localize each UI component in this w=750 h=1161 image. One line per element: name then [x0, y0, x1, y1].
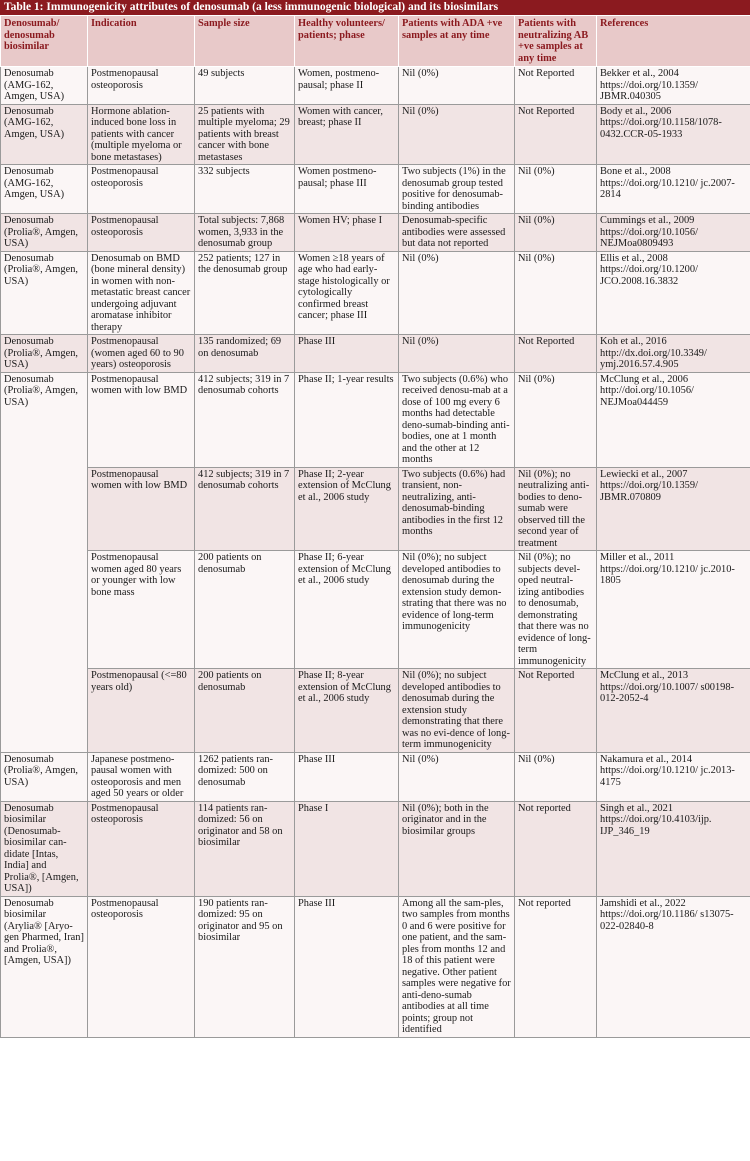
cell-ada-positive: Nil (0%) [399, 251, 515, 335]
cell-sample-size: 412 subjects; 319 in 7 denosumab cohorts [195, 372, 295, 467]
cell-references: Lewiecki et al., 2007 https://doi.org/10.1359/ JBMR.070809 [597, 467, 750, 551]
table-row [1, 669, 750, 753]
cell-product: Denosumab (Prolia®, Amgen, USA) [1, 372, 88, 752]
cell-population-phase: Women postmeno-pausal; phase III [295, 165, 399, 214]
cell-nab-positive: Not Reported [515, 669, 597, 753]
cell-sample-size: 332 subjects [195, 165, 295, 214]
cell-indication: Postmenopausal women aged 80 years or younger with low bone mass [88, 551, 195, 669]
cell-references: Cummings et al., 2009 https://doi.org/10.1056/ NEJMoa0809493 [597, 214, 750, 252]
cell-references: McClung et al., 2013 https://doi.org/10.1007/ s00198-012-2052-4 [597, 669, 750, 753]
cell-references: Bone et al., 2008 https://doi.org/10.1210/ jc.2007-2814 [597, 165, 750, 214]
cell-population-phase: Phase I [295, 801, 399, 896]
cell-indication: Postmenopausal women with low BMD [88, 372, 195, 467]
cell-population-phase: Phase II; 8-year extension of McClung et al., 2006 study [295, 669, 399, 753]
cell-sample-size: 135 randomized; 69 on denosumab [195, 335, 295, 373]
cell-product: Denosumab (Prolia®, Amgen, USA) [1, 251, 88, 335]
cell-sample-size: 412 subjects; 319 in 7 denosumab cohorts [195, 467, 295, 551]
cell-references: Nakamura et al., 2014 https://doi.org/10.1210/ jc.2013-4175 [597, 752, 750, 801]
cell-indication: Postmenopausal (<=80 years old) [88, 669, 195, 753]
cell-product: Denosumab biosimilar (Arylia® [Aryo-gen Pharmed, Iran] and Prolia®, [Amgen, USA]) [1, 896, 88, 1037]
cell-nab-positive: Not Reported [515, 335, 597, 373]
cell-population-phase: Women, postmeno-pausal; phase II [295, 67, 399, 105]
table-body [1, 67, 750, 1038]
cell-product: Denosumab (AMG-162, Amgen, USA) [1, 165, 88, 214]
table-row [1, 67, 750, 105]
cell-references: Bekker et al., 2004 https://doi.org/10.1359/ JBMR.040305 [597, 67, 750, 105]
cell-product: Denosumab (Prolia®, Amgen, USA) [1, 214, 88, 252]
table-row [1, 896, 750, 1037]
immunogenicity-table [0, 15, 750, 1038]
cell-ada-positive: Nil (0%) [399, 752, 515, 801]
cell-indication: Hormone ablation-induced bone loss in patients with cancer (multiple myeloma or bone metastases) [88, 104, 195, 165]
cell-sample-size: 190 patients ran-domized: 95 on originator and 95 on biosimilar [195, 896, 295, 1037]
table-row [1, 104, 750, 165]
cell-ada-positive: Nil (0%); no subject developed antibodies to denosumab during the extension study demon-strating that there was no evidence of long-term immunogenicity [399, 551, 515, 669]
cell-ada-positive: Among all the sam-ples, two samples from months 0 and 6 were positive for one patient, and the sam-ples from months 12 and 18 of this patient were negative. Other patient samples were negative for anti-deno-sumab antibodies at all time points; group not identified [399, 896, 515, 1037]
col-header-product: Denosumab/ denosumab biosimilar [1, 16, 88, 67]
cell-references: Miller et al., 2011 https://doi.org/10.1210/ jc.2010-1805 [597, 551, 750, 669]
table-title: Table 1: Immunogenicity attributes of denosumab (a less immunogenic biological) and its biosimilars [0, 0, 750, 15]
table-row [1, 251, 750, 335]
cell-ada-positive: Nil (0%) [399, 335, 515, 373]
cell-ada-positive: Two subjects (0.6%) had transient, non-neutralizing, anti-denosumab-binding antibodies in the first 12 months [399, 467, 515, 551]
cell-nab-positive: Nil (0%); no subjects devel-oped neutral-izing antibodies to denosumab, demonstrating that there was no evidence of long-term immunogenicity [515, 551, 597, 669]
cell-sample-size: 1262 patients ran-domized: 500 on denosumab [195, 752, 295, 801]
table-row [1, 551, 750, 669]
cell-nab-positive: Nil (0%) [515, 251, 597, 335]
cell-product: Denosumab biosimilar (Denosumab-biosimilar can-didate [Intas, India] and Prolia®, [Amgen, USA]) [1, 801, 88, 896]
cell-nab-positive: Not reported [515, 801, 597, 896]
table-row [1, 335, 750, 373]
col-header-ada-positive: Patients with ADA +ve samples at any time [399, 16, 515, 67]
col-header-references: References [597, 16, 750, 67]
cell-nab-positive: Nil (0%) [515, 752, 597, 801]
cell-population-phase: Phase III [295, 752, 399, 801]
table-row [1, 165, 750, 214]
cell-ada-positive: Nil (0%); no subject developed antibodies to denosumab during the extension study demonstrating that there was no evi-dence of long-term immunogenicity [399, 669, 515, 753]
cell-nab-positive: Nil (0%); no neutralizing anti-bodies to deno-sumab were observed till the second year of treatment [515, 467, 597, 551]
cell-population-phase: Phase III [295, 896, 399, 1037]
col-header-sample-size: Sample size [195, 16, 295, 67]
cell-references: Jamshidi et al., 2022 https://doi.org/10.1186/ s13075-022-02840-8 [597, 896, 750, 1037]
cell-ada-positive: Nil (0%) [399, 104, 515, 165]
cell-nab-positive: Not reported [515, 896, 597, 1037]
cell-indication: Denosumab on BMD (bone mineral density) in women with non-metastatic breast cancer undergoing adjuvant aromatase inhibitor therapy [88, 251, 195, 335]
cell-references: Singh et al., 2021 https://doi.org/10.4103/ijp. IJP_346_19 [597, 801, 750, 896]
cell-indication: Postmenopausal osteoporosis [88, 67, 195, 105]
cell-ada-positive: Nil (0%) [399, 67, 515, 105]
cell-indication: Postmenopausal osteoporosis [88, 896, 195, 1037]
cell-indication: Postmenopausal osteoporosis [88, 214, 195, 252]
cell-indication: Postmenopausal women with low BMD [88, 467, 195, 551]
cell-references: McClung et al., 2006 http://doi.org/10.1056/ NEJMoa044459 [597, 372, 750, 467]
col-header-indication: Indication [88, 16, 195, 67]
table-row [1, 752, 750, 801]
cell-population-phase: Phase II; 1-year results [295, 372, 399, 467]
table-row [1, 372, 750, 467]
table-row [1, 214, 750, 252]
cell-references: Koh et al., 2016 http://dx.doi.org/10.3349/ ymj.2016.57.4.905 [597, 335, 750, 373]
table-row [1, 467, 750, 551]
cell-sample-size: 114 patients ran-domized: 56 on originator and 58 on biosimilar [195, 801, 295, 896]
cell-product: Denosumab (Prolia®, Amgen, USA) [1, 335, 88, 373]
cell-population-phase: Women ≥18 years of age who had early-stage histologically or cytologically confirmed breast cancer; phase III [295, 251, 399, 335]
cell-population-phase: Women with cancer, breast; phase II [295, 104, 399, 165]
cell-nab-positive: Not Reported [515, 67, 597, 105]
cell-references: Ellis et al., 2008 https://doi.org/10.1200/ JCO.2008.16.3832 [597, 251, 750, 335]
cell-indication: Postmenopausal (women aged 60 to 90 years) osteoporosis [88, 335, 195, 373]
header-row [1, 16, 750, 67]
cell-indication: Postmenopausal osteoporosis [88, 165, 195, 214]
cell-sample-size: 49 subjects [195, 67, 295, 105]
cell-product: Denosumab (AMG-162, Amgen, USA) [1, 104, 88, 165]
cell-sample-size: 200 patients on denosumab [195, 669, 295, 753]
cell-indication: Japanese postmeno-pausal women with osteoporosis and men aged 50 years or older [88, 752, 195, 801]
cell-sample-size: 25 patients with multiple myeloma; 29 patients with breast cancer with bone metastases [195, 104, 295, 165]
cell-nab-positive: Not Reported [515, 104, 597, 165]
cell-product: Denosumab (AMG-162, Amgen, USA) [1, 67, 88, 105]
cell-product: Denosumab (Prolia®, Amgen, USA) [1, 752, 88, 801]
cell-population-phase: Women HV; phase I [295, 214, 399, 252]
cell-ada-positive: Nil (0%); both in the originator and in the biosimilar groups [399, 801, 515, 896]
cell-sample-size: 252 patients; 127 in the denosumab group [195, 251, 295, 335]
cell-nab-positive: Nil (0%) [515, 372, 597, 467]
table-row [1, 801, 750, 896]
cell-references: Body et al., 2006 https://doi.org/10.1158/1078-0432.CCR-05-1933 [597, 104, 750, 165]
cell-nab-positive: Nil (0%) [515, 214, 597, 252]
col-header-nab-positive: Patients with neutralizing AB +ve samples at any time [515, 16, 597, 67]
cell-indication: Postmenopausal osteoporosis [88, 801, 195, 896]
cell-nab-positive: Nil (0%) [515, 165, 597, 214]
cell-ada-positive: Two subjects (1%) in the denosumab group tested positive for denosumab-binding antibodies [399, 165, 515, 214]
cell-population-phase: Phase II; 6-year extension of McClung et al., 2006 study [295, 551, 399, 669]
cell-population-phase: Phase III [295, 335, 399, 373]
col-header-population-phase: Healthy volunteers/ patients; phase [295, 16, 399, 67]
cell-ada-positive: Denosumab-specific antibodies were assessed but data not reported [399, 214, 515, 252]
cell-sample-size: Total subjects: 7,868 women, 3,933 in the denosumab group [195, 214, 295, 252]
cell-ada-positive: Two subjects (0.6%) who received denosu-mab at a dose of 100 mg every 6 months had detectable deno-sumab-binding anti-bodies, one at 1 month and the other at 12 months [399, 372, 515, 467]
cell-population-phase: Phase II; 2-year extension of McClung et al., 2006 study [295, 467, 399, 551]
cell-sample-size: 200 patients on denosumab [195, 551, 295, 669]
